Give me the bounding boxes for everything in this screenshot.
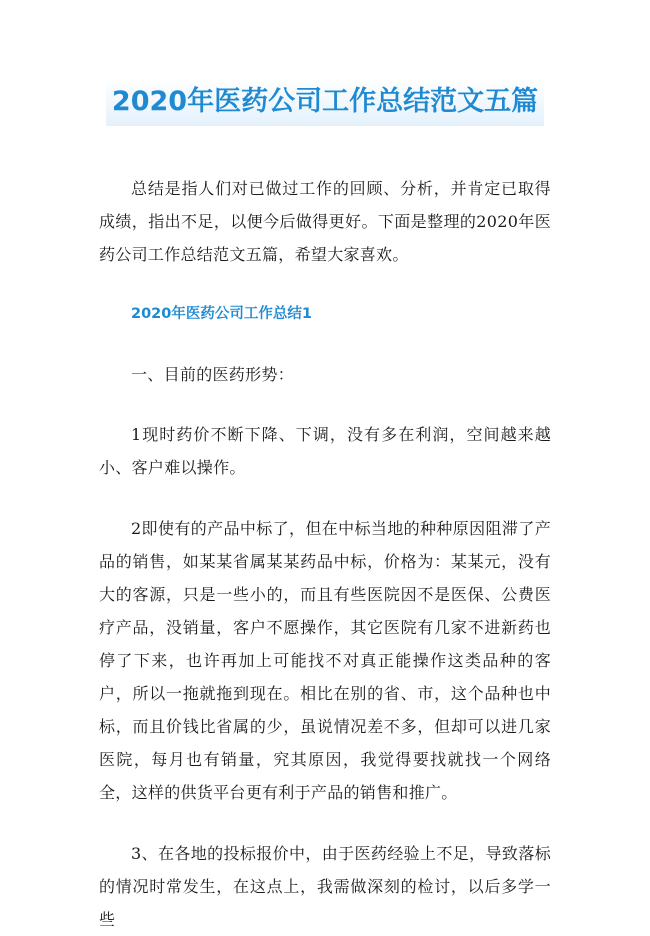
paragraph-1: 1现时药价不断下降、下调，没有多在利润，空间越来越小、客户难以操作。 [99, 425, 551, 477]
document-title [0, 78, 650, 126]
paragraph-2: 2即使有的产品中标了，但在中标当地的种种原因阻滞了产品的销售，如某某省属某某药品中标，价格为：某某元，没有大的客源，只是一些小的，而且有些医院因不是医保、公费医疗产品，没销量，客户不愿操作，其它医院有几家不进新药也停了下来，也许再加上可能找不对真正能操作这类品种的客户，所以一拖就拖到现在。相比在别的省、市，这个品种也中标，而且价钱比省属的少，虽说情况差不多，但却可以进几家医院，每月也有销量，究其原因，我觉得要找就找一个网络全，这样的供货平台更有利于产品的销售和推广。 [99, 519, 551, 802]
paragraph-3: 3、在各地的投标报价中，由于医药经验上不足，导致落标的情况时常发生，在这点上，我需做深刻的检讨，以后多学一些 [99, 844, 551, 929]
section-heading: 2020年医药公司工作总结1 [131, 306, 312, 322]
point-heading: 一、目前的医药形势： [131, 365, 295, 384]
document-body [99, 172, 551, 936]
document-title-text: 2020年医药公司工作总结范文五篇 [106, 78, 544, 126]
intro-paragraph: 总结是指人们对已做过工作的回顾、分析，并肯定已取得成绩，指出不足，以便今后做得更好。下面是整理的2020年医药公司工作总结范文五篇，希望大家喜欢。 [99, 179, 551, 264]
